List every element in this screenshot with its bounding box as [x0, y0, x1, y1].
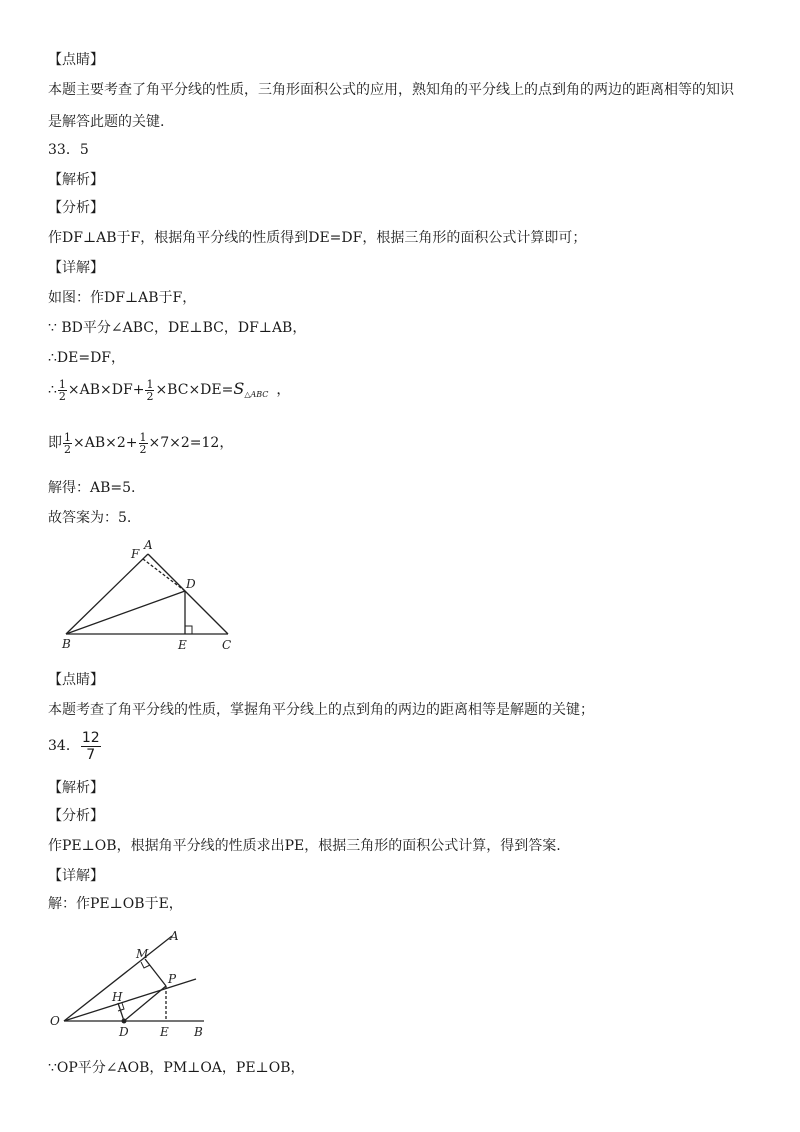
reason-line: ∵OP平分∠AOB，PM⊥OA，PE⊥OB， [48, 1060, 305, 1076]
therefore-symbol: ∴ [48, 382, 57, 398]
segment-pm [145, 959, 166, 986]
question-number: 34． [48, 738, 80, 754]
final-answer: 故答案为：5. [48, 510, 132, 526]
paragraph-line: 是解答此题的关键. [48, 114, 165, 130]
equation-term: ×BC×DE= [155, 382, 234, 398]
comment-text: 本题考查了角平分线的性质，掌握角平分线上的点到角的两边的距离相等是解题的关键； [48, 702, 594, 718]
label-c: C [222, 638, 232, 652]
question-33-number: 33．5 [48, 142, 89, 158]
label-b: B [62, 637, 71, 651]
ray-oa [64, 936, 172, 1021]
solution-step: 如图：作DF⊥AB于F， [48, 290, 197, 306]
section-heading-xiangjie: 【详解】 [48, 868, 104, 884]
label-e: E [160, 1025, 169, 1039]
point-d-dot [122, 1019, 127, 1024]
substitution-equation [48, 430, 233, 456]
fraction-half: $\frac{1}{2}$ [58, 377, 66, 403]
right-angle-mark [185, 626, 192, 634]
section-heading-fenxi: 【分析】 [48, 808, 104, 824]
label-e: E [178, 638, 187, 652]
fraction-half: $\frac{1}{2}$ [64, 430, 71, 456]
label-p: P [168, 972, 177, 986]
label-d: D [186, 577, 196, 591]
label-f: F [131, 547, 140, 561]
question-34-number [48, 726, 102, 766]
section-heading-jiexi: 【解析】 [48, 780, 104, 796]
equation-term: ×AB×DF+ [67, 382, 145, 398]
segment-bd [66, 591, 185, 634]
analysis-text: 作DF⊥AB于F，根据角平分线的性质得到DE=DF，根据三角形的面积公式计算即可； [48, 230, 587, 246]
fraction-half: $\frac{1}{2}$ [146, 377, 154, 403]
section-heading-jiexi: 【解析】 [48, 172, 104, 188]
label-a: A [144, 538, 153, 552]
punctuation: ， [276, 382, 291, 398]
segment-pd [124, 986, 166, 1021]
segment-ba [66, 554, 148, 634]
fraction-half: $\frac{1}{2}$ [139, 430, 147, 456]
label-d: D [119, 1025, 129, 1039]
section-heading-xiangjie: 【详解】 [48, 260, 104, 276]
solution-line: 解：作PE⊥OB于E， [48, 896, 183, 912]
segment-df-dashed [143, 559, 185, 591]
analysis-text: 作PE⊥OB，根据角平分线的性质求出PE，根据三角形的面积公式计算，得到答案. [48, 838, 561, 854]
answer-fraction: $\frac{12}{7}$ [81, 729, 100, 763]
ray-op [64, 979, 196, 1021]
equation-term: ×7×2=12， [148, 435, 234, 451]
solution-step: ∵ BD平分∠ABC，DE⊥BC，DF⊥AB， [48, 320, 307, 336]
equation-prefix: 即 [48, 435, 62, 451]
solution-result: 解得：AB=5. [48, 480, 136, 496]
label-m: M [136, 947, 149, 961]
section-heading-fenxi: 【分析】 [48, 200, 104, 216]
area-symbol: S [233, 379, 245, 398]
solution-step: ∴DE=DF， [48, 350, 126, 366]
label-b: B [194, 1025, 203, 1039]
triangle-figure-q33 [56, 538, 246, 654]
section-heading-dianjing-2: 【点睛】 [48, 672, 104, 688]
label-h: H [112, 990, 123, 1004]
section-heading-dianjing-1: 【点睛】 [48, 52, 104, 68]
area-subscript: △ABC [244, 390, 269, 399]
label-a: A [170, 929, 179, 943]
segment-ac [148, 554, 228, 634]
label-o: O [50, 1014, 60, 1028]
angle-bisector-figure-q34 [44, 924, 224, 1044]
area-equation [48, 376, 290, 408]
equation-term: ×AB×2+ [73, 435, 138, 451]
paragraph-line: 本题主要考查了角平分线的性质，三角形面积公式的应用，熟知角的平分线上的点到角的两边的距离相等的知识 [48, 82, 734, 98]
